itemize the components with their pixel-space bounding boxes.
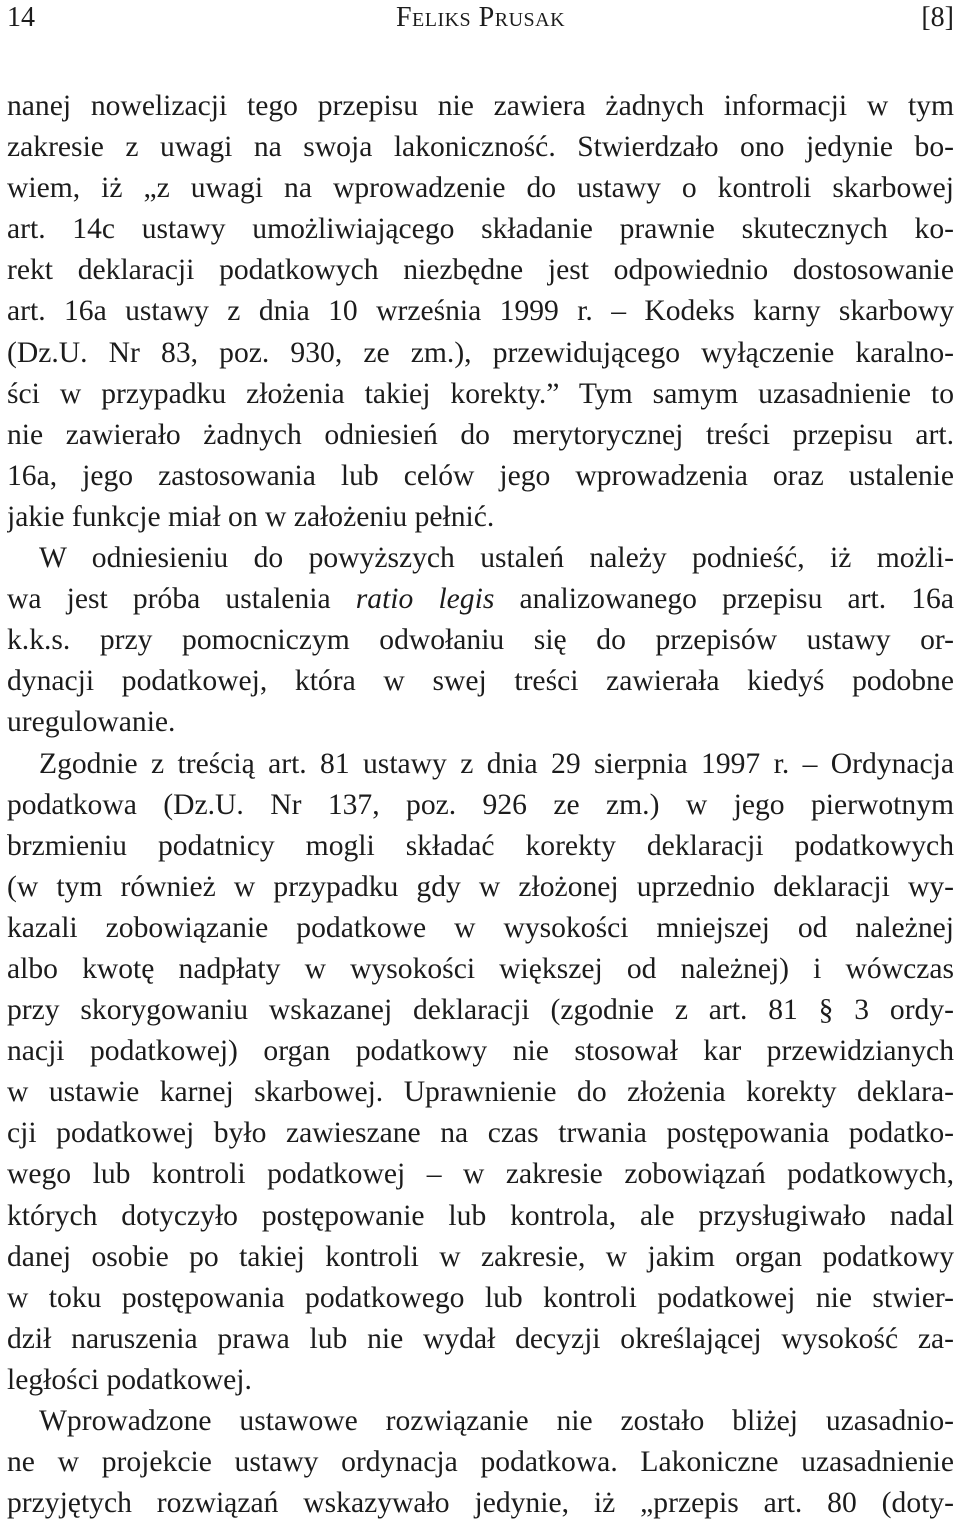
text-line: których dotyczyło postępowanie lub kontrola, ale przysługiwało nadal <box>7 1199 954 1232</box>
text-fragment: analizowanego przepisu art. 16a <box>494 583 954 616</box>
page-number: 14 <box>7 2 35 33</box>
text-line: podatkowa (Dz.U. Nr 137, poz. 926 ze zm.) w jego pierwotnym <box>7 788 954 821</box>
text-line: zakresie z uwagi na swoja lakoniczność. Stwierdzało ono jedynie bo- <box>7 131 954 164</box>
text-line: w toku postępowania podatkowego lub kontroli podatkowej nie stwier- <box>7 1281 954 1314</box>
text-line: nie zawierało żadnych odniesień do merytorycznej treści przepisu art. <box>7 418 954 451</box>
text-line: W odniesieniu do powyższych ustaleń należy podnieść, iż możli- <box>39 542 954 575</box>
text-line: uregulowanie. <box>7 706 176 739</box>
running-title: Feliks Prusak <box>395 2 566 33</box>
text-line: dził naruszenia prawa lub nie wydał decyzji określającej wysokość za- <box>7 1322 954 1355</box>
text-line: przyjętych rozwiązań wskazywało jedynie, iż „przepis art. 80 (doty- <box>7 1487 954 1520</box>
text-line: art. 14c ustawy umożliwiającego składanie prawnie skutecznych ko- <box>7 213 954 246</box>
text-fragment: wa jest próba ustalenia <box>7 583 356 616</box>
text-line: jakie funkcje miał on w założeniu pełnić. <box>7 500 495 533</box>
text-line: brzmieniu podatnicy mogli składać korekty deklaracji podatkowych <box>7 829 954 862</box>
text-line: ległości podatkowej. <box>7 1363 252 1396</box>
text-line: Wprowadzone ustawowe rozwiązanie nie zostało bliżej uzasadnio- <box>39 1405 954 1437</box>
text-line: dynacji podatkowej, która w swej treści zawierała kiedyś podobne <box>7 665 954 698</box>
text-line: danej osobie po takiej kontroli w zakresie, w jakim organ podatkowy <box>7 1240 954 1273</box>
running-head <box>7 0 954 36</box>
text-line: (Dz.U. Nr 83, poz. 930, ze zm.), przewidującego wyłączenie karalno- <box>7 336 954 369</box>
ratio-legis-term: ratio legis <box>355 583 495 616</box>
text-line: (w tym również w przypadku gdy w złożonej uprzednio deklaracji wy- <box>7 870 954 903</box>
text-line: Zgodnie z treścią art. 81 ustawy z dnia 29 sierpnia 1997 r. – Ordynacja <box>39 747 954 780</box>
text-line-mixed <box>7 579 954 620</box>
text-line: nacji podatkowej) organ podatkowy nie stosował kar przewidzianych <box>7 1035 954 1068</box>
text-line: 16a, jego zastosowania lub celów jego wprowadzenia oraz ustalenie <box>7 459 954 492</box>
text-line: ne w projekcie ustawy ordynacja podatkowa. Lakoniczne uzasadnienie <box>7 1446 954 1479</box>
section-number: [8] <box>921 2 954 33</box>
text-line: ści w przypadku złożenia takiej korekty.” Tym samym uzasadnienie to <box>7 377 954 410</box>
text-line: kazali zobowiązanie podatkowe w wysokości mniejszej od należnej <box>7 911 954 944</box>
text-line: nanej nowelizacji tego przepisu nie zawiera żadnych informacji w tym <box>7 90 954 122</box>
text-line: rekt deklaracji podatkowych niezbędne jest odpowiednio dostosowanie <box>7 254 954 287</box>
text-line: w ustawie karnej skarbowej. Uprawnienie do złożenia korekty deklara- <box>7 1076 954 1109</box>
text-line: przy skorygowaniu wskazanej deklaracji (zgodnie z art. 81 § 3 ordy- <box>7 994 954 1027</box>
text-line: albo kwotę nadpłaty w wysokości większej od należnej) i wówczas <box>7 952 954 985</box>
text-line: art. 16a ustawy z dnia 10 września 1999 r. – Kodeks karny skarbowy <box>7 295 954 328</box>
text-line: wego lub kontroli podatkowej – w zakresie zobowiązań podatkowych, <box>7 1158 954 1191</box>
text-line: cji podatkowej było zawieszane na czas trwania postępowania podatko- <box>7 1117 954 1150</box>
text-line: k.k.s. przy pomocniczym odwołaniu się do przepisów ustawy or- <box>7 624 954 657</box>
text-line: wiem, iż „z uwagi na wprowadzenie do ustawy o kontroli skarbowej <box>7 172 954 205</box>
body-text <box>7 86 954 1524</box>
